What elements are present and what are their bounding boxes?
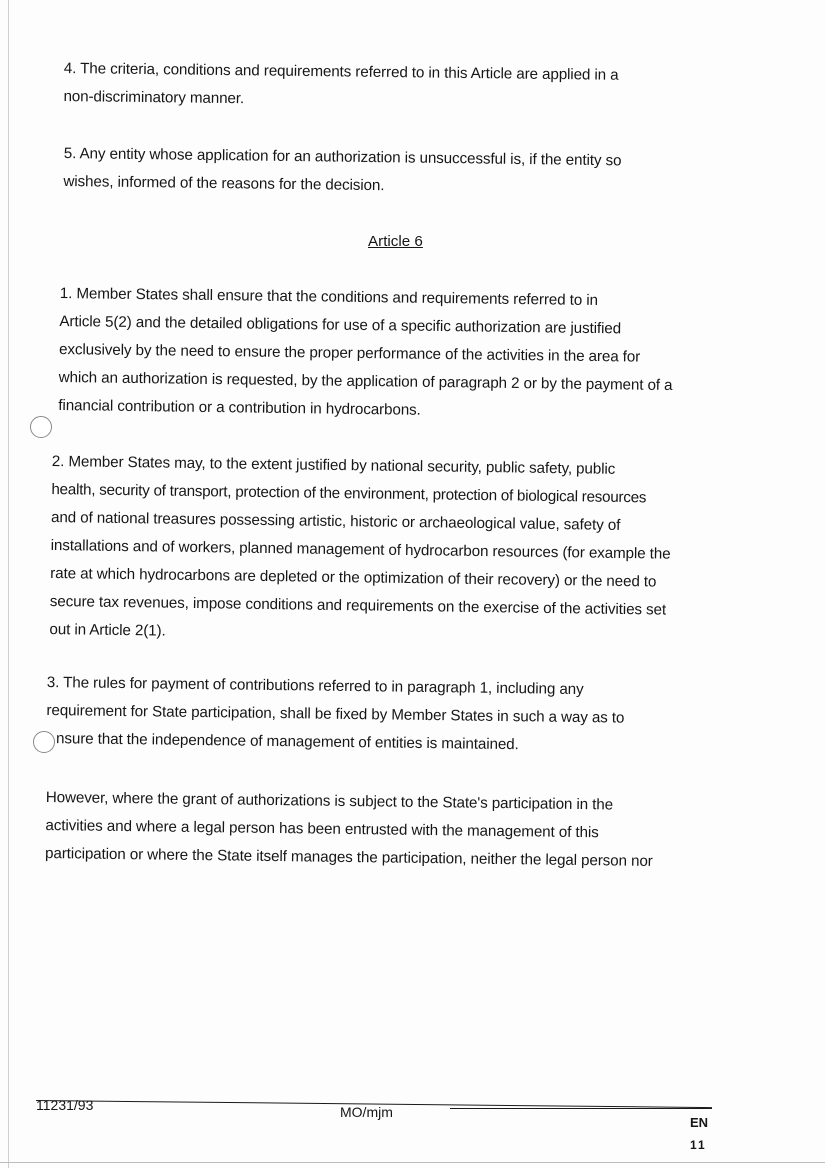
text-line: exclusively by the need to ensure the proper performance of the activities in the area for bbox=[58, 340, 641, 366]
text-line: However, where the grant of authorizations is subject to the State's participation in the bbox=[45, 788, 614, 814]
language-code: EN bbox=[690, 1115, 709, 1130]
document-reference: 11231/93 bbox=[36, 1097, 94, 1113]
paragraph-4 bbox=[63, 55, 618, 118]
article-6-paragraph-2 bbox=[49, 448, 672, 653]
text-line: out in Article 2(1). bbox=[49, 620, 166, 640]
text-line: activities and where a legal person has been entrusted with the management of this bbox=[45, 816, 599, 842]
author-initials: MO/mjm bbox=[340, 1104, 393, 1120]
paragraph-5 bbox=[63, 140, 621, 203]
footer-rule-secondary bbox=[450, 1108, 712, 1109]
text-line: health, security of transport, protection of the environment, protection of biological resources bbox=[51, 480, 647, 507]
text-line: 1. Member States shall ensure that the conditions and requirements referred to in bbox=[59, 284, 598, 310]
text-line: 5. Any entity whose application for an authorization is unsuccessful is, if the entity so bbox=[63, 144, 622, 170]
text-line: secure tax revenues, impose conditions and requirements on the exercise of the activities set bbox=[49, 592, 667, 619]
text-line: participation or where the State itself manages the participation, neither the legal person nor bbox=[44, 844, 653, 870]
text-line: 3. The rules for payment of contributions referred to in paragraph 1, including any bbox=[46, 673, 584, 699]
article-6-paragraph-1 bbox=[58, 280, 674, 428]
text-line: wishes, informed of the reasons for the decision. bbox=[63, 172, 385, 195]
text-line: non-discriminatory manner. bbox=[63, 87, 245, 108]
text-line: and of national treasures possessing artistic, historic or archaeological value, safety of bbox=[50, 508, 621, 534]
text-line: installations and of workers, planned management of hydrocarbon resources (for example the bbox=[50, 536, 671, 563]
article-heading: Article 6 bbox=[368, 233, 423, 250]
text-line: Article 5(2) and the detailed obligations for use of a specific authorization are justified bbox=[59, 312, 622, 338]
text-line: 4. The criteria, conditions and requirements referred to in this Article are applied in a bbox=[63, 59, 619, 84]
page-number: 11 bbox=[690, 1138, 707, 1152]
text-line: which an authorization is requested, by the application of paragraph 2 or by the payment of a bbox=[58, 368, 673, 395]
text-line: financial contribution or a contribution in hydrocarbons. bbox=[58, 396, 421, 419]
punch-hole bbox=[30, 416, 52, 438]
scan-bottom-edge bbox=[0, 1162, 825, 1163]
text-line: requirement for State participation, shall be fixed by Member States in such a way as to bbox=[46, 701, 625, 727]
text-line: 2. Member States may, to the extent justified by national security, public safety, public bbox=[51, 452, 616, 478]
text-line: nsure that the independence of management of entities is maintained. bbox=[55, 730, 519, 754]
punch-hole bbox=[33, 731, 55, 753]
scan-left-edge bbox=[8, 0, 9, 1168]
text-line: rate at which hydrocarbons are depleted or the optimization of their recovery) or the need to bbox=[50, 564, 657, 591]
article-6-paragraph-3 bbox=[46, 669, 625, 761]
article-6-paragraph-3-continued bbox=[45, 784, 654, 876]
